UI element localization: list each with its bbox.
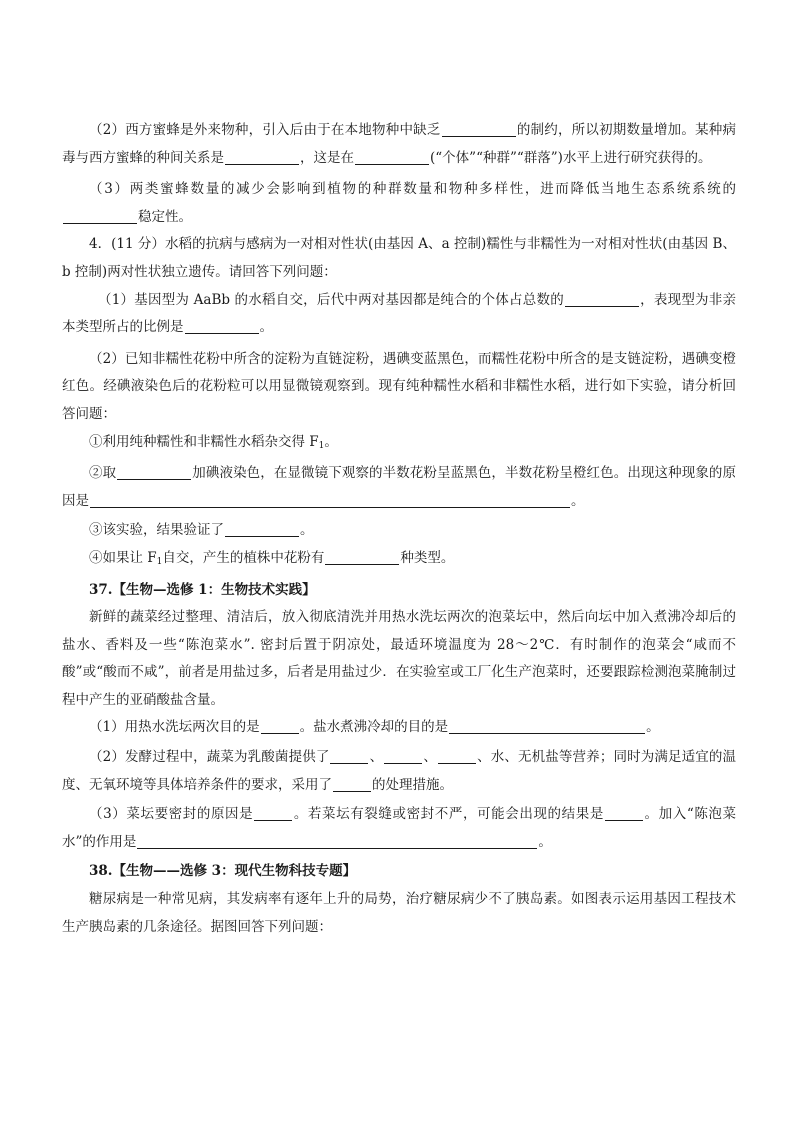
q4-part1: （1）基因型为 AaBb 的水稻自交，后代中两对基因都是纯合的个体占总数的 ，表现型为非亲本类型所占的比例是 。 xyxy=(62,291,737,336)
q37-title: 37.【生物—选修 1：生物技术实践】 xyxy=(89,581,316,598)
answer-blank[interactable] xyxy=(438,748,476,764)
answer-blank[interactable] xyxy=(225,149,299,165)
q38-intro: 糖尿病是一种常见病，其发病率有逐年上升的局势，治疗糖尿病少不了胰岛素。如图表示运用基因工程技术生产胰岛素的几条途径。据图回答下列问题： xyxy=(62,891,736,935)
answer-blank[interactable] xyxy=(355,149,429,165)
q4-step1: ①利用纯种糯性和非糯性水稻杂交得 $F_1$。 xyxy=(89,433,338,451)
q4-intro: 4．(11 分）水稻的抗病与感病为一对相对性状(由基因 A、a 控制)糯性与非糯性为一对相对性状(由基因 B、b 控制)两对性状独立遗传。请回答下列问题： xyxy=(62,236,736,280)
answer-blank[interactable] xyxy=(442,121,516,137)
answer-blank[interactable] xyxy=(137,833,537,849)
answer-blank[interactable] xyxy=(254,805,292,821)
answer-blank[interactable] xyxy=(565,291,639,307)
q4-part2: （2）已知非糯性花粉中所含的淀粉为直链淀粉，遇碘变蓝黑色，而糯性花粉中所含的是支链淀粉，遇碘变橙红色。经碘液染色后的花粉粒可以用显微镜观察到。现有纯种糯性水稻和非糯性水稻，进行如下实验，请分析回答问题： xyxy=(62,350,736,422)
answer-blank[interactable] xyxy=(325,549,399,565)
answer-blank[interactable] xyxy=(605,805,643,821)
q37-part1: （1）用热水洗坛两次目的是 。盐水煮沸冷却的目的是 。 xyxy=(89,719,660,736)
answer-blank[interactable] xyxy=(261,718,299,734)
q4-step2: ②取 加碘液染色，在显微镜下观察的半数花粉呈蓝黑色，半数花粉呈橙红色。出现这种现象的原因是 。 xyxy=(62,465,737,509)
answer-blank[interactable] xyxy=(384,748,422,764)
answer-blank[interactable] xyxy=(90,492,570,508)
answer-blank[interactable] xyxy=(63,208,137,224)
q4-step3: ③该实验，结果验证了 。 xyxy=(89,522,314,539)
answer-blank[interactable] xyxy=(185,318,259,334)
document-page xyxy=(62,117,736,941)
q3-part2: （2）西方蜜蜂是外来物种，引入后由于在本地物种中缺乏 的制约，所以初期数量增加。某种病毒与西方蜜蜂的种间关系是 ，这是在 (“个体”“种群”“群落”)水平上进行研究获得的。 xyxy=(62,122,737,166)
answer-blank[interactable] xyxy=(449,718,645,734)
answer-blank[interactable] xyxy=(333,776,371,792)
answer-blank[interactable] xyxy=(225,521,299,537)
q37-part2: （2）发酵过程中，蔬菜为乳酸菌提供了 、 、 、水、无机盐等营养；同时为满足适宜的温度、无氧环境等具体培养条件的要求，采用了 的处理措施。 xyxy=(62,749,737,793)
q37-part3: （3）菜坛要密封的原因是 。若菜坛有裂缝或密封不严，可能会出现的结果是 。加入“陈泡菜水”的作用是 。 xyxy=(62,806,737,850)
answer-blank[interactable] xyxy=(330,748,368,764)
q37-intro: 新鲜的蔬菜经过整理、清洁后，放入彻底清洗并用热水洗坛两次的泡菜坛中，然后向坛中加入煮沸冷却后的盐水、香料及一些“陈泡菜水”. 密封后置于阴凉处，最适环境温度为 28～2℃．有时制作的泡菜会“咸而不酸”或“酸而不咸”，前者是用盐过多，后者是用盐过少．在实验室或工厂化生产泡菜时，还要跟踪检测泡菜腌制过程中产生的亚硝酸盐含量。 xyxy=(62,609,736,708)
q4-step4: ④如果让 $F_1$自交，产生的植株中花粉有 种类型。 xyxy=(89,549,455,567)
q3-part3: （3）两类蜜蜂数量的减少会影响到植物的种群数量和物种多样性，进而降低当地生态系统系统的稳定性。 xyxy=(62,176,736,231)
answer-blank[interactable] xyxy=(117,464,191,480)
q38-title: 38.【生物——选修 3：现代生物科技专题】 xyxy=(89,863,357,880)
